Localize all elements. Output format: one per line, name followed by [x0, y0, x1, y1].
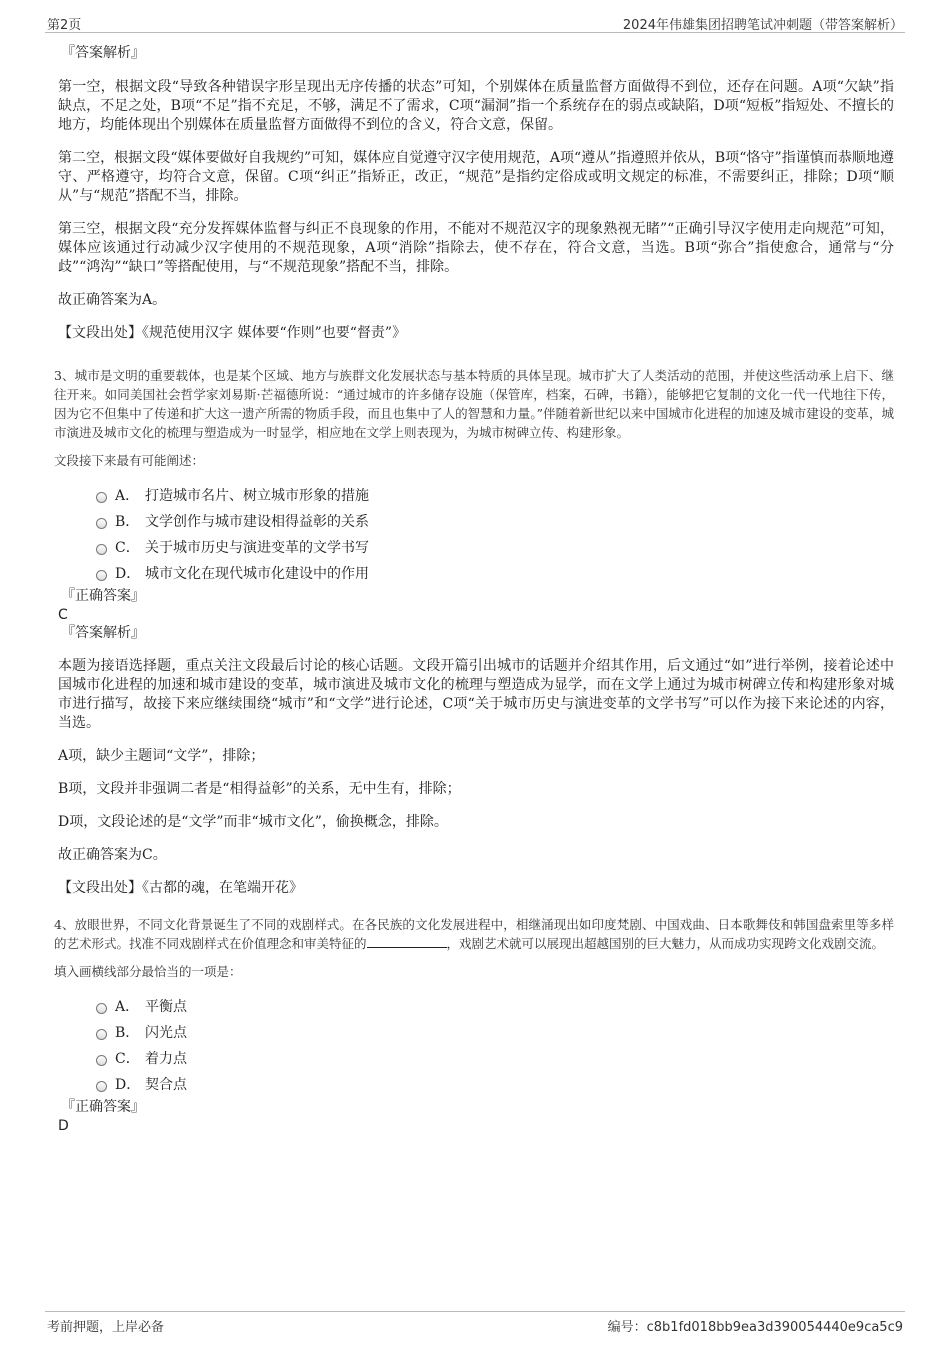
radio-button[interactable] — [96, 1003, 107, 1014]
q3-answer-label: 『正确答案』 — [61, 588, 145, 604]
fill-in-blank — [367, 935, 447, 948]
radio-button[interactable] — [96, 544, 107, 555]
q4-stem: 4、放眼世界，不同文化背景诞生了不同的戏剧样式。在各民族的文化发展进程中，相继涌现出如印度梵剧、中国戏曲、日本歌舞伎和韩国盘索里等多样的艺术形式。找准不同戏剧样式在价值理念和审美特征的 ，戏剧艺术就可以展现出超越国别的巨大魅力，从而成功实现跨文化戏剧交流。 — [54, 917, 894, 951]
q3-options — [58, 483, 894, 587]
document-title: 2024年伟雄集团招聘笔试冲刺题（带答案解析） — [622, 18, 903, 33]
radio-button[interactable] — [96, 1029, 107, 1040]
page-footer — [45, 1311, 905, 1340]
q2-conclusion: 故正确答案为A。 — [58, 292, 167, 308]
q2-source: 【文段出处】《规范使用汉字 媒体要“作则”也要“督责”》 — [58, 325, 407, 341]
q3-stem: 3、城市是文明的重要载体，也是某个区域、地方与族群文化发展状态与基本特质的具体呈现。城市扩大了人类活动的范围，并使这些活动承上启下、继往开来。如同美国社会哲学家刘易斯·芒福德所说：“通过城市的许多储存设施（保管库，档案，石碑，书籍），能够把它复制的文化一代一代地往下传，因为它不但集中了传递和扩大这一遗产所需的物质手段，而且也集中了人的智慧和力量。”伴随着新世纪以来中国城市化进程的加速及城市建设的变革，城市演进及城市文化的梳理与塑造成为一时显学，相应地在文学上则表现为，为城市树碑立传、构建形象。 — [54, 368, 894, 440]
q4-answer: D — [58, 1118, 69, 1134]
q3-analysis-para3: B项，文段并非强调二者是“相得益彰”的关系，无中生有，排除； — [58, 781, 461, 797]
q3-option-b[interactable]: B． 文学创作与城市建设相得益彰的关系 — [58, 509, 894, 535]
q4-option-c[interactable]: C． 着力点 — [58, 1046, 894, 1072]
q2-analysis-para2: 第二空，根据文段“媒体要做好自我规约”可知，媒体应自觉遵守汉字使用规范，A项“遵从”指遵照并依从，B项“恪守”指谨慎而恭顺地遵守、严格遵守，均符合文意，保留。C项“纠正”指矫正，改正，“规范”是指约定俗成或明文规定的标准，不需要纠正，排除；D项“顺从”与“规范”搭配不当，排除。 — [58, 150, 894, 204]
q3-source: 【文段出处】《古都的魂，在笔端开花》 — [58, 880, 303, 896]
q4-options — [58, 994, 894, 1098]
q2-analysis-label: 『答案解析』 — [61, 45, 145, 61]
q4-prompt: 填入画横线部分最恰当的一项是： — [54, 964, 242, 979]
radio-button[interactable] — [96, 1081, 107, 1092]
q4-option-b[interactable]: B． 闪光点 — [58, 1020, 894, 1046]
q4-answer-label: 『正确答案』 — [61, 1099, 145, 1115]
radio-button[interactable] — [96, 1055, 107, 1066]
page-content — [54, 44, 894, 1135]
page-number: 第2页 — [47, 18, 82, 33]
q4-option-a[interactable]: A． 平衡点 — [58, 994, 894, 1020]
q3-prompt: 文段接下来最有可能阐述： — [54, 453, 205, 468]
q3-option-d[interactable]: D． 城市文化在现代城市化建设中的作用 — [58, 561, 894, 587]
footer-slogan: 考前押题，上岸必备 — [47, 1320, 165, 1335]
q3-option-a[interactable]: A． 打造城市名片、树立城市形象的措施 — [58, 483, 894, 509]
radio-button[interactable] — [96, 570, 107, 581]
document-id: 编号：c8b1fd018bb9ea3d390054440e9ca5c9 — [607, 1320, 903, 1335]
q3-analysis-para1: 本题为接语选择题，重点关注文段最后讨论的核心话题。文段开篇引出城市的话题并介绍其作用，后文通过“如”进行举例，接着论述中国城市化进程的加速和城市建设的变革，城市演进及城市文化的梳理与塑造成为显学，而在文学上通过为城市树碑立传和构建形象对城市进行描写，故接下来应继续围绕“城市”和“文学”进行论述，C项“关于城市历史与演进变革的文学书写”可以作为接下来论述的内容，当选。 — [58, 658, 894, 731]
radio-button[interactable] — [96, 492, 107, 503]
q3-analysis-para4: D项，文段论述的是“文学”而非“城市文化”，偷换概念，排除。 — [58, 814, 448, 830]
q3-analysis-para2: A项，缺少主题词“文学”，排除； — [58, 748, 265, 764]
page-header — [45, 10, 905, 33]
q3-conclusion: 故正确答案为C。 — [58, 847, 167, 863]
q3-option-c[interactable]: C． 关于城市历史与演进变革的文学书写 — [58, 535, 894, 561]
q3-answer: C — [58, 607, 68, 623]
radio-button[interactable] — [96, 518, 107, 529]
q4-option-d[interactable]: D． 契合点 — [58, 1072, 894, 1098]
q2-analysis-para1: 第一空，根据文段“导致各种错误字形呈现出无序传播的状态”可知，个别媒体在质量监督方面做得不到位，还存在问题。A项“欠缺”指缺点，不足之处，B项“不足”指不充足，不够，满足不了需求，C项“漏洞”指一个系统存在的弱点或缺陷，D项“短板”指短处、不擅长的地方，均能体现出个别媒体在质量监督方面做得不到位的含义，符合文意，保留。 — [58, 79, 894, 133]
q2-analysis-para3: 第三空，根据文段“充分发挥媒体监督与纠正不良现象的作用，不能对不规范汉字的现象熟视无睹”“正确引导汉字使用走向规范”可知，媒体应该通过行动减少汉字使用的不规范现象，A项“消除”指除去，使不存在，符合文意，当选。B项“弥合”指使愈合，通常与“分歧”“鸿沟”“缺口”等搭配使用，与“不规范现象”搭配不当，排除。 — [58, 221, 894, 275]
q3-analysis-label: 『答案解析』 — [61, 625, 145, 641]
